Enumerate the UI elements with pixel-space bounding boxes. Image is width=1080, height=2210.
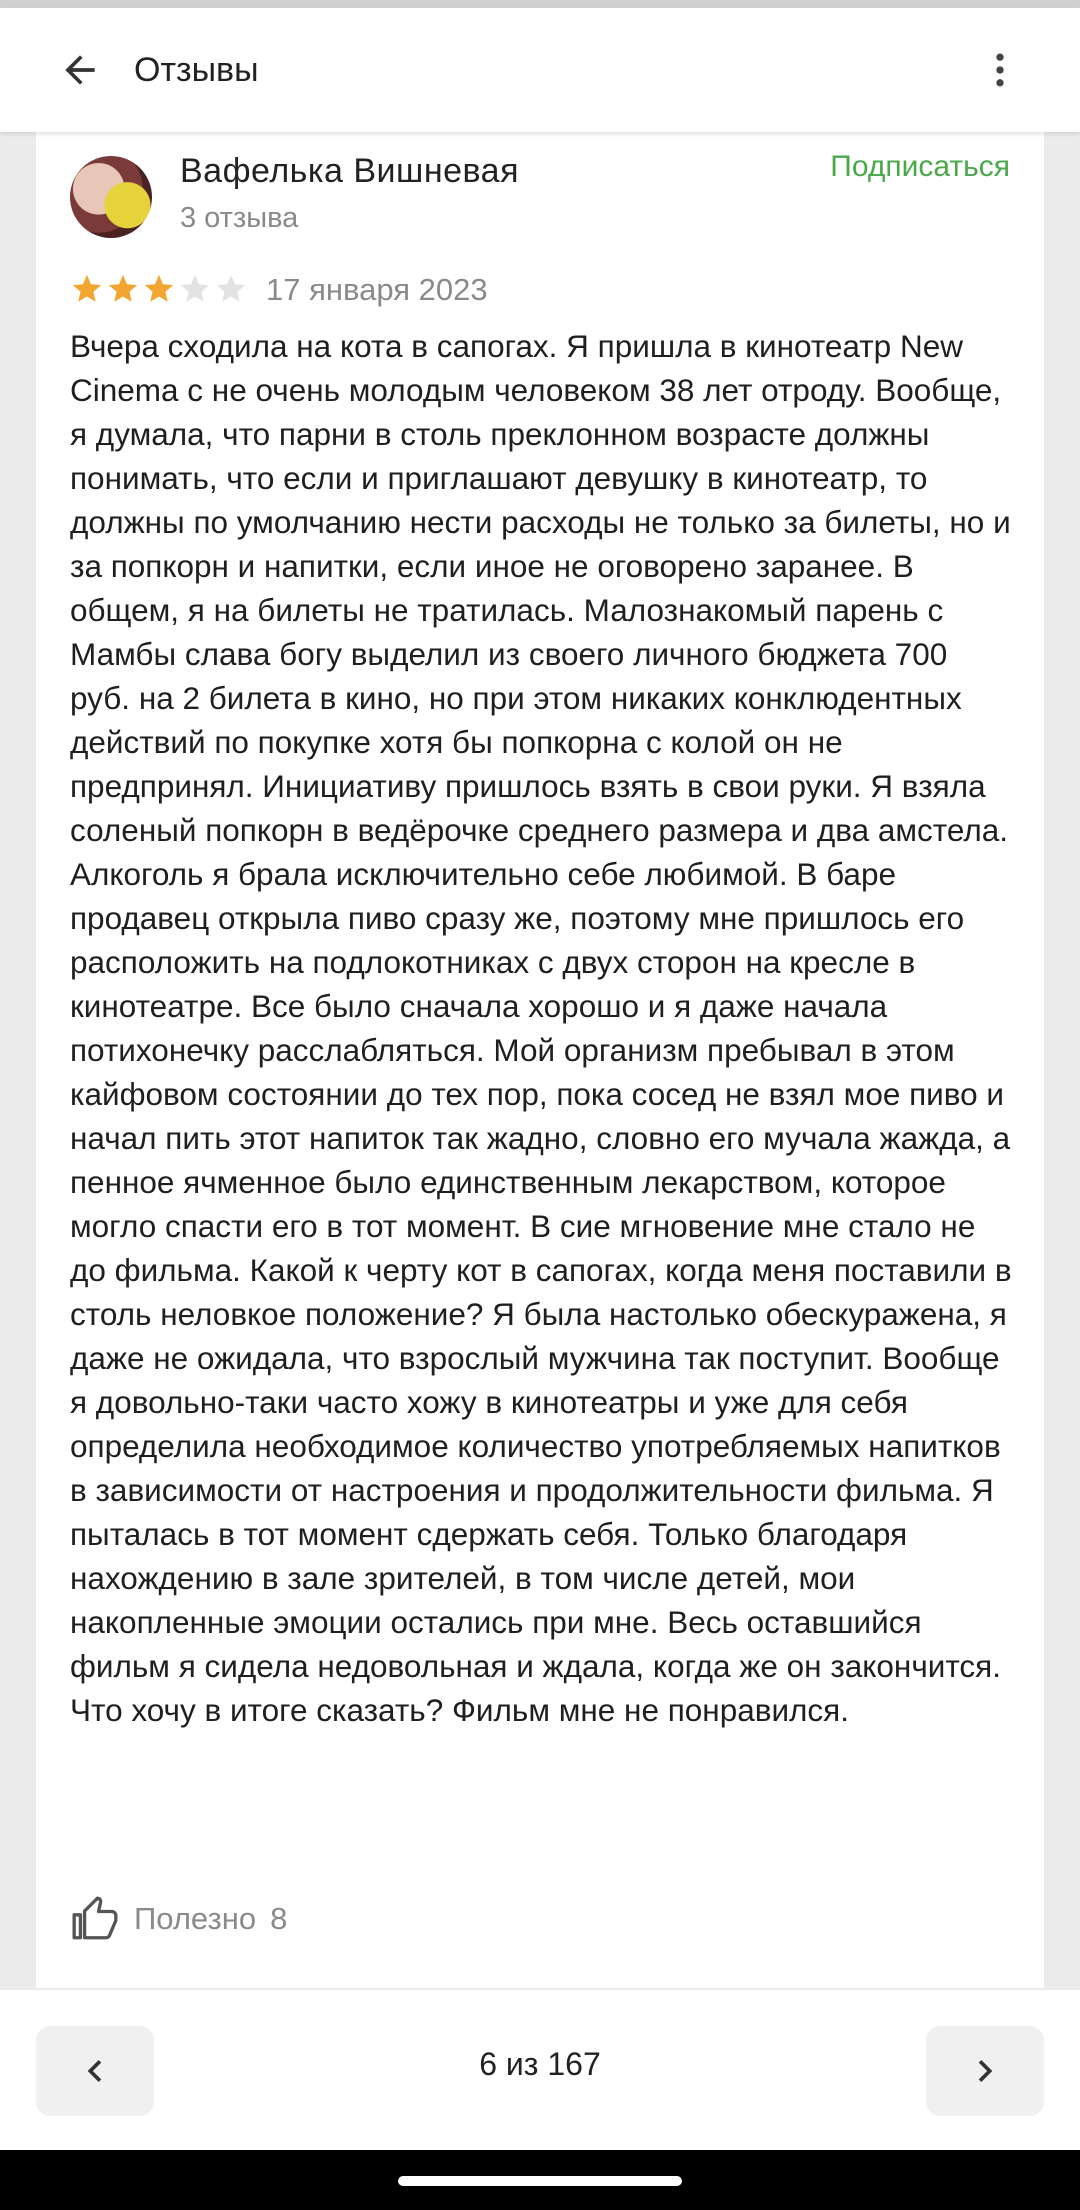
pagination-label: 6 из 167 — [479, 2046, 601, 2082]
system-navigation-bar — [0, 2150, 1080, 2210]
review-date: 17 января 2023 — [266, 272, 488, 307]
review-text: Вчера сходила на кота в сапогах. Я пришла в кинотеатр New Cinema с не очень молодым человеком 38 лет отроду. Вообще, я думала, что парни в столь преклонном возрасте должны понимать, что если и приглашают девушку в кинотеатр, то должны по умолчанию нести расходы не только за билеты, но и за попкорн и напитки, если иное не оговорено заранее. В общем, я на билеты не тратилась. Малознакомый парень с Мамбы слава богу выделил из своего личного бюджета 700 руб. на 2 билета в кино, но при этом никаких конклюдентных действий по покупке хотя бы попкорна с колой он не предпринял. Инициативу пришлось взять в свои руки. Я взяла соленый попкорн в ведёрочке среднего размера и два амстела. Алкоголь я брала исключительно себе любимой. В баре продавец открыла пиво сразу же, поэтому мне пришлось его расположить на подлокотниках с двух сторон на кресле в кинотеатре. Все было сначала хорошо и я даже начала потихонечку расслабляться. Мой организм пребывал в этом кайфовом состоянии до тех пор, пока сосед не взял мое пиво и начал пить этот напиток так жадно, словно его мучала жажда, а пенное ячменное было единственным лекарством, которое могло спасти его в тот момент. В сие мгновение мне стало не до фильма. Какой к черту кот в сапогах, когда меня поставили в столь неловкое положение? Я была настолько обескуражена, я даже не ожидала, что взрослый мужчина так поступит. Вообще я довольно-таки часто хожу в кинотеатры и уже для себя определила необходимое количество употребляемых напитков в зависимости от настроения и продолжительности фильма. Я пыталась в тот момент сдержать себя. Только благодаря нахождению в зале зрителей, в том числе детей, мои накопленные эмоции остались при мне. Весь оставшийся фильм я сидела недовольная и ждала, когда же он закончится. Что хочу в итоге сказать? Фильм мне не понравился. — [70, 328, 1012, 1728]
helpful-label: Полезно — [134, 1901, 257, 1936]
more-menu-button[interactable] — [960, 30, 1040, 110]
subscribe-button[interactable]: Подписаться — [830, 150, 1010, 183]
author-name[interactable]: Вафелька Вишневая — [180, 152, 520, 190]
home-indicator[interactable] — [398, 2176, 682, 2186]
app-bar — [0, 8, 1080, 132]
pagination-bar — [0, 1988, 1080, 2150]
helpful-count: 8 — [270, 1901, 288, 1936]
chevron-right-icon — [963, 2049, 1007, 2093]
back-button[interactable] — [40, 30, 120, 110]
page-title: Отзывы — [134, 50, 259, 89]
avatar[interactable] — [70, 156, 152, 238]
review-card — [36, 132, 1044, 1988]
thumbs-up-icon — [70, 1894, 120, 1944]
next-review-button[interactable] — [926, 2026, 1044, 2116]
star-filled-icon — [106, 272, 140, 306]
helpful-button[interactable] — [70, 1894, 287, 1944]
rating-stars — [70, 272, 248, 306]
star-filled-icon — [70, 272, 104, 306]
star-empty-icon — [178, 272, 212, 306]
star-empty-icon — [214, 272, 248, 306]
status-strip — [0, 0, 1080, 8]
arrow-left-icon — [58, 48, 102, 92]
star-filled-icon — [142, 272, 176, 306]
author-reviews-count: 3 отзыва — [180, 202, 299, 234]
more-vertical-icon — [978, 48, 1022, 92]
